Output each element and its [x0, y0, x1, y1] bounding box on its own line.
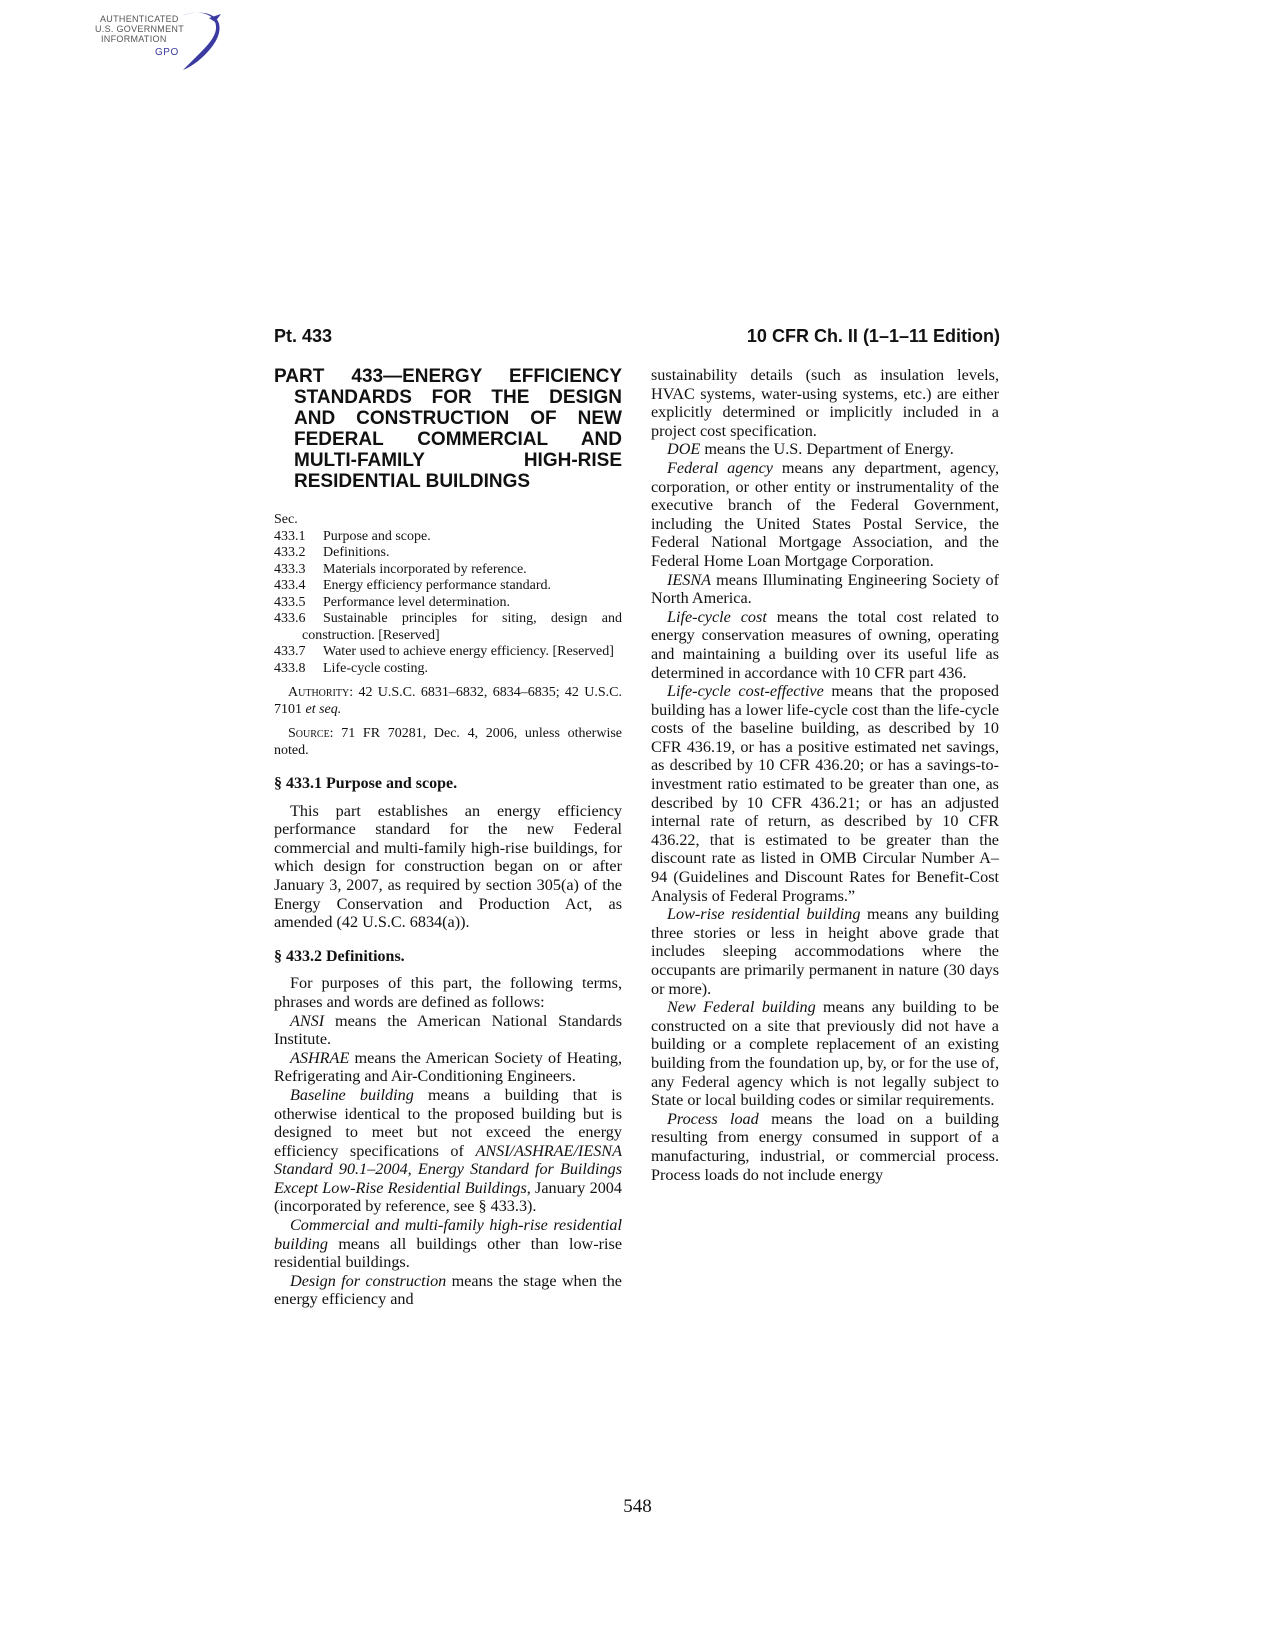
definition-life-cycle-cost-effective: Life-cycle cost-effective means that the proposed building has a lower life-cycle cost than the life-cycle costs of the baseline building, as described by 10 CFR 436.19, or has a positive estimated net savings, as described by 10 CFR 436.20; or has a savings-to-investment ratio estimated to be greater than one, as described by 10 CFR 436.21; or has an adjusted internal rate of return, as described by 10 CFR 436.22, that is estimated to be greater than the discount rate as listed in OMB Circular Number A–94 (Guidelines and Discount Rates for Benefit-Cost Analysis of Federal Programs.” — [651, 682, 999, 905]
page-number: 548 — [623, 1496, 652, 1517]
definition-commercial-building: Commercial and multi-family high-rise residential building means all buildings other than low-rise residential buildings. — [274, 1216, 622, 1272]
right-column — [651, 366, 999, 1184]
definition-federal-agency: Federal agency means any department, agency, corporation, or other entity or instrumentality of the executive branch of the Federal Government, including the United States Postal Service, the Federal National Mortgage Association, and the Federal Home Loan Mortgage Corporation. — [651, 458, 1000, 570]
definition-process-load: Process load means the load on a building resulting from energy consumed in support of a manufacturing, industrial, or commercial process. Process loads do not include energy — [651, 1109, 999, 1184]
definitions-intro: For purposes of this part, the following terms, phrases and words are defined as follows: — [274, 974, 622, 1011]
part-title: PART 433—ENERGY EFFICIENCY STANDARDS FOR THE DESIGN AND CONSTRUCTION OF NEW FEDERAL COMMERCIAL AND MULTI-FAMILY HIGH-RISE RESIDENTIAL BUILDINGS — [274, 366, 622, 492]
definition-iesna: IESNA means Illuminating Engineering Society of North America. — [651, 570, 999, 608]
toc-item: 433.8 Life-cycle costing. — [274, 660, 428, 676]
definition-doe: DOE means the U.S. Department of Energy. — [667, 440, 954, 459]
running-head-part: Pt. 433 — [274, 326, 333, 346]
section-433-1-text: This part establishes an energy efficiency performance standard for the new Federal commercial and multi-family high-rise buildings, for which design for construction began on or after January 3, 2007, as required by section 305(a) of the Energy Conservation and Production Act, as amended (42 U.S.C. 6834(a)). — [274, 801, 622, 932]
eagle-icon — [175, 8, 235, 78]
toc-item: 433.7 Water used to achieve energy efficiency. [Reserved] — [274, 644, 614, 659]
logo-line-3: INFORMATION — [101, 34, 167, 44]
definition-life-cycle-cost: Life-cycle cost means the total cost related to energy conservation measures of owning, operating and maintaining a building over its useful life as determined in accordance with 10 CFR part 436. — [651, 607, 1000, 682]
toc-heading: Sec. — [274, 512, 298, 527]
logo-line-2: U.S. GOVERNMENT — [95, 24, 185, 34]
toc-item: 433.5 Performance level determination. — [274, 594, 510, 610]
definition-baseline-building: Baseline building means a building that is otherwise identical to the proposed building but is designed to meet but not exceed the energy efficiency specifications of ANSI/ASHRAE/IESNA Standard 90.1–2004, Energy Standard for Buildings Except Low-Rise Residential Buildings, January 2004 (incorporated by reference, see § 433.3). — [274, 1085, 622, 1216]
definition-ashrae: ASHRAE means the American Society of Heating, Refrigerating and Air-Conditioning Engineers. — [274, 1048, 622, 1086]
definition-design-for-construction: Design for construction means the stage when the energy efficiency and — [274, 1271, 622, 1309]
definition-ansi: ANSI means the American National Standards Institute. — [274, 1011, 622, 1049]
toc-item: 433.1 Purpose and scope. — [274, 528, 431, 544]
toc-item: 433.4 Energy efficiency performance standard. — [274, 578, 552, 593]
table-of-contents — [274, 512, 622, 677]
section-433-1-heading: § 433.1 Purpose and scope. — [274, 775, 458, 792]
section-433-2-heading: § 433.2 Definitions. — [274, 947, 405, 965]
toc-item: 433.6 Sustainable principles for siting, design and construction. [Reserved] — [274, 611, 622, 643]
toc-item: 433.2 Definitions. — [274, 545, 390, 560]
left-column — [274, 366, 622, 1309]
definition-new-federal-building: New Federal building means any building to be constructed on a site that previously did not have a building or a complete replacement of an existing building from the foundation up, by, or for the use of, any Federal agency which is not legally subject to State or local building codes or similar requirements. — [651, 998, 999, 1110]
authority-note: Authority: 42 U.S.C. 6831–6832, 6834–6835; 42 U.S.C. 7101 et seq. — [274, 685, 622, 717]
definition-low-rise-residential: Low-rise residential building means any building three stories or less in height above grade that includes sleeping accommodations where the occupants are primarily permanent in nature (30 days or more). — [651, 905, 999, 998]
design-for-construction-continued: sustainability details (such as insulation levels, HVAC systems, water-using systems, etc.) are either explicitly determined or implicitly included in a project cost specification. — [651, 366, 999, 440]
running-head-edition: 10 CFR Ch. II (1–1–11 Edition) — [746, 326, 1000, 346]
logo-line-1: AUTHENTICATED — [100, 14, 179, 24]
gpo-authentication-logo — [95, 8, 235, 78]
logo-gpo-mark: GPO — [155, 47, 179, 58]
toc-item: 433.3 Materials incorporated by reference. — [274, 561, 527, 577]
source-note: Source: 71 FR 70281, Dec. 4, 2006, unless otherwise noted. — [274, 726, 622, 758]
